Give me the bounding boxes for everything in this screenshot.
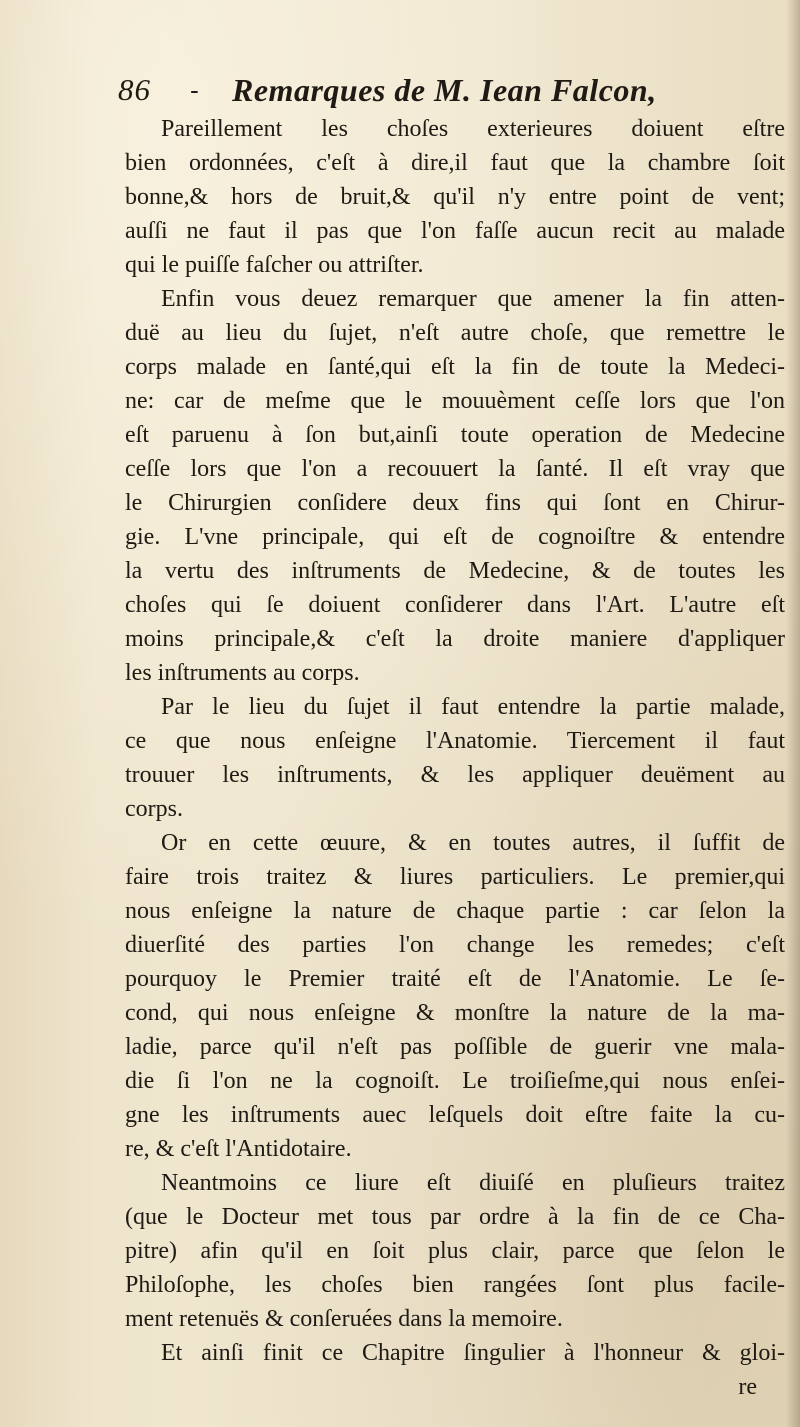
text-line: bien ordonnées, c'eſt à dire,il faut que la chambre ſoit [125, 150, 785, 176]
text-line: les inſtruments au corps. [125, 660, 360, 686]
text-line: faire trois traitez & liures particuliers. Le premier,qui [125, 864, 785, 890]
catchword: re [738, 1374, 757, 1400]
text-line: auſſi ne faut il pas que l'on faſſe aucun recit au malade [125, 218, 785, 244]
page-edge-shadow [786, 0, 800, 1427]
text-line: Et ainſi finit ce Chapitre ſingulier à l'honneur & gloi- [161, 1340, 785, 1366]
text-line: diuerſité des parties l'on change les remedes; c'eſt [125, 932, 785, 958]
text-line: die ſi l'on ne la cognoiſt. Le troiſieſme,qui nous enſei- [125, 1068, 785, 1094]
text-line: ment retenuës & conſeruées dans la memoire. [125, 1306, 563, 1332]
text-line: nous enſeigne la nature de chaque partie : car ſelon la [125, 898, 785, 924]
text-line: pitre) afin qu'il en ſoit plus clair, parce que ſelon le [125, 1238, 785, 1264]
running-title: Remarques de M. Iean Falcon, [232, 72, 657, 108]
text-line: ce que nous enſeigne l'Anatomie. Tiercement il faut [125, 728, 785, 754]
text-line: Or en cette œuure, & en toutes autres, il ſuffit de [161, 830, 785, 856]
body-text [125, 112, 785, 1404]
text-line: choſes qui ſe doiuent conſiderer dans l'Art. L'autre eſt [125, 592, 785, 618]
text-line: Pareillement les choſes exterieures doiuent eſtre [161, 116, 785, 142]
text-line: Enfin vous deuez remarquer que amener la fin atten- [161, 286, 785, 312]
text-line: la vertu des inſtruments de Medecine, & de toutes les [125, 558, 785, 584]
text-line: duë au lieu du ſujet, n'eſt autre choſe, que remettre le [125, 320, 785, 346]
text-line: pourquoy le Premier traité eſt de l'Anatomie. Le ſe- [125, 966, 785, 992]
text-line: corps malade en ſanté,qui eſt la fin de toute la Medeci- [125, 354, 785, 380]
text-line: Par le lieu du ſujet il faut entendre la partie malade, [161, 694, 785, 720]
text-line: eſt paruenu à ſon but,ainſi toute operation de Medecine [125, 422, 785, 448]
text-line: bonne,& hors de bruit,& qu'il n'y entre point de vent; [125, 184, 785, 210]
text-line: corps. [125, 796, 183, 822]
text-line: ceſſe lors que l'on a recouuert la ſanté. Il eſt vray que [125, 456, 785, 482]
text-line: cond, qui nous enſeigne & monſtre la nature de la ma- [125, 1000, 785, 1026]
page-number: 86 [118, 72, 151, 107]
text-line: Philoſophe, les choſes bien rangées ſont plus facile- [125, 1272, 785, 1298]
text-line: Neantmoins ce liure eſt diuiſé en pluſieurs traitez [161, 1170, 785, 1196]
text-line: le Chirurgien conſidere deux fins qui ſont en Chirur- [125, 490, 785, 516]
text-line: qui le puiſſe faſcher ou attriſter. [125, 252, 424, 278]
text-line: gie. L'vne principale, qui eſt de cognoiſtre & entendre [125, 524, 785, 550]
text-line: trouuer les inſtruments, & les appliquer deuëment au [125, 762, 785, 788]
text-line: ladie, parce qu'il n'eſt pas poſſible de guerir vne mala- [125, 1034, 785, 1060]
text-line: moins principale,& c'eſt la droite maniere d'appliquer [125, 626, 785, 652]
text-line: ne: car de meſme que le mouuèment ceſſe lors que l'on [125, 388, 785, 414]
text-line: re, & c'eſt l'Antidotaire. [125, 1136, 352, 1162]
header-dash: - [190, 76, 199, 106]
text-line: (que le Docteur met tous par ordre à la fin de ce Cha- [125, 1204, 785, 1230]
text-line: gne les inſtruments auec leſquels doit eſtre faite la cu- [125, 1102, 785, 1128]
